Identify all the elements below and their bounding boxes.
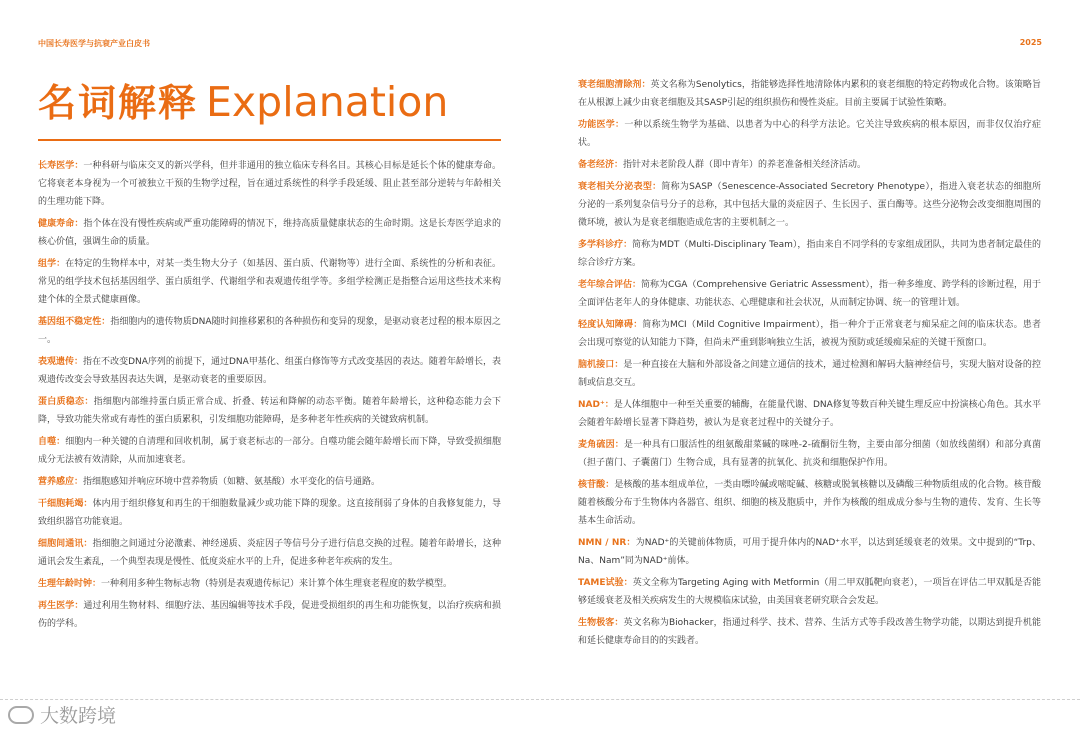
- glossary-term: 功能医学：: [578, 120, 625, 130]
- glossary-definition: 指细胞之间通过分泌激素、神经递质、炎症因子等信号分子进行信息交换的过程。随着年龄增长，这种通讯会发生紊乱，一个典型表现是慢性、低度炎症水平的上升，促进多种老年疾病的发生。: [38, 539, 501, 567]
- glossary-term: 麦角硫因：: [578, 440, 624, 450]
- glossary-entry: [578, 236, 1041, 272]
- glossary-entry: [578, 614, 1041, 650]
- glossary-term: 长寿医学：: [38, 161, 84, 171]
- glossary-entry: [38, 495, 501, 531]
- glossary-definition: 一种以系统生物学为基础、以患者为中心的科学方法论。它关注导致疾病的根本原因，而非仅仅治疗症状。: [578, 120, 1041, 148]
- glossary-entry: [38, 535, 501, 571]
- page-heading: [38, 78, 449, 126]
- glossary-definition: 是一种直接在大脑和外部设备之间建立通信的技术，通过检测和解码大脑神经信号，实现大脑对设备的控制或信息交互。: [578, 360, 1041, 388]
- glossary-definition: 一种科研与临床交叉的新兴学科，但并非通用的独立临床专科名目。其核心目标是延长个体的健康寿命。它将衰老本身视为一个可被独立干预的生物学过程，旨在通过系统性的科学手段延缓、阻止甚至部分逆转与年龄相关的生理功能下降。: [38, 161, 501, 207]
- watermark-logo-icon: [8, 706, 34, 724]
- glossary-entry: [578, 316, 1041, 352]
- heading-divider: [38, 139, 501, 141]
- running-title: 中国长寿医学与抗衰产业白皮书: [38, 39, 150, 48]
- glossary-definition: 简称为MCI（Mild Cognitive Impairment），指一种介于正常衰老与痴呆症之间的临床状态。患者会出现可察觉的认知能力下降，但尚未严重到影响独立生活，被视为预防或延缓痴呆症的关键干预窗口。: [578, 320, 1041, 348]
- glossary-entry: [578, 396, 1041, 432]
- glossary-term: 表观遗传：: [38, 357, 84, 367]
- glossary-entry: [578, 534, 1041, 570]
- right-glossary-list: [578, 76, 1041, 654]
- glossary-definition: 指细胞内部维持蛋白质正常合成、折叠、转运和降解的动态平衡。随着年龄增长，这种稳态能力会下降，导致功能失常或有毒性的蛋白质累积，引发细胞功能障碍，是多种老年性疾病的关键致病机制。: [38, 397, 501, 425]
- glossary-term: 自噬：: [38, 437, 66, 447]
- glossary-definition: 在特定的生物样本中，对某一类生物大分子（如基因、蛋白质、代谢物等）进行全面、系统性的分析和表征。常见的组学技术包括基因组学、蛋白质组学、代谢组学和表观遗传组学等。多组学检测正是指整合运用这些技术来构建个体的全景式健康画像。: [38, 259, 501, 305]
- glossary-term: 衰老细胞清除剂：: [578, 80, 651, 90]
- glossary-entry: [38, 575, 501, 593]
- heading-english: Explanation: [206, 78, 449, 126]
- glossary-definition: 一种利用多种生物标志物（特别是表观遗传标记）来计算个体生理衰老程度的数学模型。: [101, 579, 453, 589]
- glossary-term: 生理年龄时钟：: [38, 579, 102, 589]
- glossary-term: 多学科诊疗：: [578, 240, 633, 250]
- footer-divider: [0, 699, 1080, 700]
- glossary-definition: 英文全称为Targeting Aging with Metformin（用二甲双胍靶向衰老），一项旨在评估二甲双胍是否能够延缓衰老及相关疾病发生的大规模临床试验，由美国衰老研究联合会发起。: [578, 578, 1041, 606]
- glossary-definition: 指在不改变DNA序列的前提下，通过DNA甲基化、组蛋白修饰等方式改变基因的表达。随着年龄增长，表观遗传改变会导致基因表达失调，是驱动衰老的重要原因。: [38, 357, 501, 385]
- glossary-definition: 英文名称为Senolytics，指能够选择性地清除体内累积的衰老细胞的特定药物或化合物。该策略旨在从根源上减少由衰老细胞及其SASP引起的组织损伤和慢性炎症。目前主要属于试验性策略。: [578, 80, 1041, 108]
- heading-chinese: 名词解释: [38, 81, 199, 125]
- glossary-entry: [578, 116, 1041, 152]
- glossary-entry: [578, 476, 1041, 530]
- left-glossary-list: [38, 157, 501, 637]
- glossary-entry: [578, 178, 1041, 232]
- glossary-definition: 简称为CGA（Comprehensive Geriatric Assessment），指一种多维度、跨学科的诊断过程，用于全面评估老年人的身体健康、功能状态、心理健康和社会状况，从而制定协调、统一的管理计划。: [578, 280, 1041, 308]
- glossary-term: NMN / NR：: [578, 538, 636, 548]
- glossary-definition: 简称为MDT（Multi-Disciplinary Team），指由来自不同学科的专家组成团队，共同为患者制定最佳的综合诊疗方案。: [578, 240, 1041, 268]
- glossary-term: 衰老相关分泌表型：: [578, 182, 662, 192]
- glossary-term: 健康寿命：: [38, 219, 84, 229]
- glossary-definition: 英文名称为Biohacker，指通过科学、技术、营养、生活方式等手段改善生物学功能，以期达到提升机能和延长健康寿命目的的实践者。: [578, 618, 1041, 646]
- glossary-entry: [38, 473, 501, 491]
- glossary-entry: [578, 156, 1041, 174]
- page-year: 2025: [1019, 38, 1042, 47]
- glossary-definition: 是核酸的基本组成单位，一类由嘌呤碱或嘧啶碱、核糖或脱氧核糖以及磷酸三种物质组成的化合物。核苷酸随着核酸分布于生物体内各器官、组织、细胞的核及胞质中，并作为核酸的组成成分参与生物的遗传、发育、生长等基本生命活动。: [578, 480, 1041, 526]
- glossary-entry: [578, 574, 1041, 610]
- glossary-term: 核苷酸：: [578, 480, 615, 490]
- glossary-term: 细胞间通讯：: [38, 539, 93, 549]
- glossary-entry: [38, 255, 501, 309]
- glossary-definition: 通过利用生物材料、细胞疗法、基因编辑等技术手段，促进受损组织的再生和功能恢复，以治疗疾病和损伤的学科。: [38, 601, 501, 629]
- glossary-term: NAD⁺：: [578, 400, 614, 410]
- glossary-entry: [38, 313, 501, 349]
- glossary-definition: 是人体细胞中一种至关重要的辅酶，在能量代谢、DNA修复等数百种关键生理反应中扮演核心角色。其水平会随着年龄增长显著下降趋势，被认为是衰老过程中的关键分子。: [578, 400, 1041, 428]
- glossary-definition: 是一种具有口服活性的组氨酸甜菜碱的咪唑-2-硫酮衍生物，主要由部分细菌（如放线菌纲）和部分真菌（担子菌门、子囊菌门）生物合成，具有显著的抗氧化、抗炎和细胞保护作用。: [578, 440, 1041, 468]
- watermark-text: 大数跨境: [40, 705, 117, 727]
- glossary-definition: 指个体在没有慢性疾病或严重功能障碍的情况下，维持高质量健康状态的生命时期。这是长寿医学追求的核心价值，强调生命的质量。: [38, 219, 501, 247]
- glossary-term: 备老经济：: [578, 160, 624, 170]
- glossary-definition: 为NAD⁺的关键前体物质，可用于提升体内的NAD⁺水平，以达到延缓衰老的效果。文中提到的“Trp、Na、Nam”同为NAD⁺前体。: [578, 538, 1041, 566]
- glossary-entry: [38, 157, 501, 211]
- glossary-entry: [38, 393, 501, 429]
- glossary-term: 轻度认知障碍：: [578, 320, 643, 330]
- glossary-definition: 简称为SASP（Senescence-Associated Secretory Phenotype），指进入衰老状态的细胞所分泌的一系列复杂信号分子的总称，其中包括大量的炎症因子、生长因子、蛋白酶等。这些分泌物会改变细胞周围的微环境，被认为是衰老细胞造成危害的主要机制之一。: [578, 182, 1041, 228]
- glossary-term: 组学：: [38, 259, 66, 269]
- glossary-entry: [38, 215, 501, 251]
- glossary-term: 生物极客：: [578, 618, 624, 628]
- glossary-term: TAME试验：: [578, 578, 633, 588]
- glossary-definition: 指细胞内的遗传物质DNA随时间推移累积的各种损伤和变异的现象，是驱动衰老过程的根本原因之一。: [38, 317, 501, 345]
- glossary-entry: [578, 436, 1041, 472]
- glossary-definition: 指细胞感知并响应环境中营养物质（如糖、氨基酸）水平变化的信号通路。: [83, 477, 381, 487]
- glossary-definition: 细胞内一种关键的自清理和回收机制，属于衰老标志的一部分。自噬功能会随年龄增长而下降，导致受损细胞成分无法被有效清除，从而加速衰老。: [38, 437, 501, 465]
- glossary-entry: [578, 356, 1041, 392]
- glossary-entry: [578, 276, 1041, 312]
- glossary-term: 基因组不稳定性：: [38, 317, 111, 327]
- glossary-term: 蛋白质稳态：: [38, 397, 94, 407]
- glossary-entry: [38, 597, 501, 633]
- watermark: [8, 701, 116, 728]
- glossary-entry: [38, 353, 501, 389]
- glossary-term: 老年综合评估：: [578, 280, 642, 290]
- glossary-definition: 体内用于组织修复和再生的干细胞数量减少或功能下降的现象。这直接削弱了身体的自我修复能力，导致组织器官功能衰退。: [38, 499, 501, 527]
- glossary-entry: [578, 76, 1041, 112]
- glossary-term: 干细胞耗竭：: [38, 499, 93, 509]
- right-page: [540, 0, 1080, 732]
- glossary-term: 再生医学：: [38, 601, 84, 611]
- glossary-term: 营养感应：: [38, 477, 84, 487]
- glossary-term: 脑机接口：: [578, 360, 624, 370]
- glossary-entry: [38, 433, 501, 469]
- glossary-definition: 指针对未老阶段人群（即中青年）的养老准备相关经济活动。: [623, 160, 867, 170]
